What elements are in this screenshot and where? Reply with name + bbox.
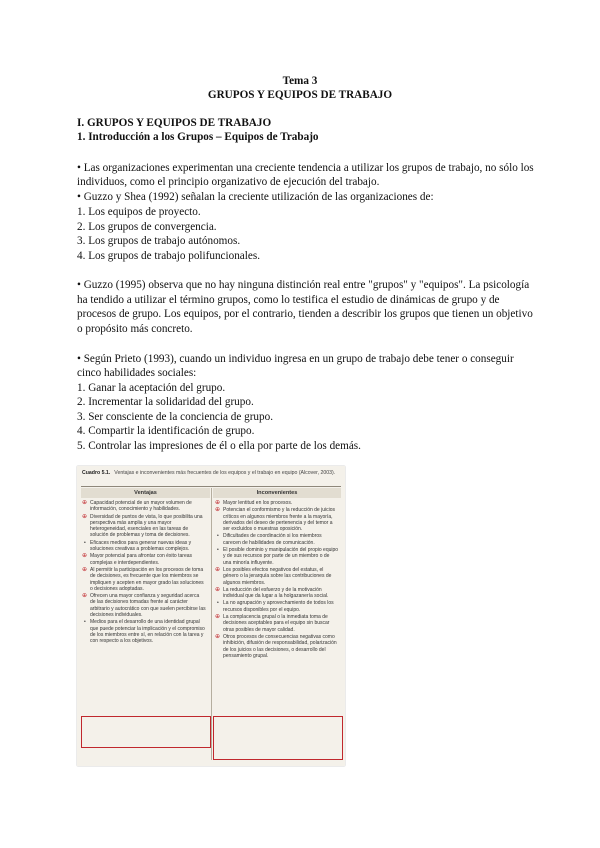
table-caption-text: Ventajas e inconvenientes más frecuentes de los equipos y el trabajo en equipo (Alcover, 2003). — [114, 470, 336, 476]
inconvenientes-header: Inconvenientes — [213, 488, 341, 498]
paragraph-line: • Según Prieto (1993), cuando un individuo ingresa en un grupo de trabajo debe tener o conseguir — [77, 353, 514, 365]
table-caption — [82, 470, 340, 477]
ventaja-item: • Eficaces medios para generar nuevas ideas y soluciones creativas a problemas complejos. — [82, 540, 206, 553]
ventaja-item: ⊕ Diversidad de puntos de vista, lo que posibilita una perspectiva más amplia y una mayor heterogeneidad, esenciales en las tareas de solución de problemas y toma de decisiones. — [82, 514, 206, 539]
inconveniente-item: ⊕ Potencian el conformismo y la reducción de juicios críticos en algunos miembros frente a la mayoría, derivados del deseo de pertenencia y del temor a ser excluidos o muestras oposición. — [215, 507, 339, 532]
paragraph-line: • Las organizaciones experimentan una creciente tendencia a utilizar los grupos de trabajo, no sólo los — [77, 162, 534, 174]
inconveniente-item: ⊕ Los posibles efectos negativos del estatus, el género o la jerarquía sobre las contribuciones de algunos miembros. — [215, 567, 339, 586]
list-item: 4. Los grupos de trabajo polifuncionales. — [77, 250, 260, 262]
section-heading: I. GRUPOS Y EQUIPOS DE TRABAJO — [77, 117, 272, 129]
list-item: 5. Controlar las impresiones de él o ella por parte de los demás. — [77, 440, 361, 452]
paragraph-line: ha tendido a utilizar el término grupos, como lo testifica el estudio de dinámicas de grupo y de — [77, 294, 500, 306]
list-item: 4. Compartir la identificación de grupo. — [77, 425, 255, 437]
ventaja-item: ⊕ Mayor potencial para afrontar con éxito tareas complejas e interdependientes. — [82, 553, 206, 566]
paragraph-line: o propósito más concreto. — [77, 323, 193, 335]
paragraph-line: cinco habilidades sociales: — [77, 367, 197, 379]
inconveniente-item: ⊕ Mayor lentitud en los procesos. — [215, 500, 339, 506]
ventajas-header: Ventajas — [81, 488, 210, 498]
red-annotation-box — [81, 716, 211, 748]
list-item: 1. Ganar la aceptación del grupo. — [77, 382, 226, 394]
table-image — [77, 466, 345, 766]
inconveniente-item: • El posible dominio y manipulación del propio equipo y de sus recursos por parte de un miembro o de una minoría influyente. — [215, 547, 339, 566]
ventajas-column — [82, 500, 206, 646]
column-divider — [211, 488, 212, 760]
paragraph-line: procesos de grupo. Los equipos, por el contrario, tienden a describir los grupos que tienen un objetivo — [77, 308, 533, 320]
red-annotation-box — [213, 716, 343, 760]
inconveniente-item: ⊕ La reducción del esfuerzo y de la motivación individual que da lugar a la holgazanería social. — [215, 587, 339, 600]
list-item: 1. Los equipos de proyecto. — [77, 206, 201, 218]
ventaja-item: ⊕ Ofrecen una mayor confianza y seguridad acerca de las decisiones tomadas frente al carácter arbitrario y autocrático con que suelen percibirse las decisiones individuales. — [82, 593, 206, 618]
inconveniente-item: ⊕ La complacencia grupal o la inmediata toma de decisiones aceptables para el equipo sin buscar otras posibles de mayor calidad. — [215, 614, 339, 633]
table-caption-label: Cuadro 5.1. — [82, 470, 111, 476]
topic-label: Tema 3 — [282, 75, 318, 87]
ventaja-item: ⊕ Al permitir la participación en los procesos de toma de decisiones, es frecuente que los miembros se impliquen y acepten en mayor grado las soluciones o decisiones adoptadas. — [82, 567, 206, 592]
inconveniente-item: • La no agrupación y aprovechamiento de todos los recursos disponibles por el equipo. — [215, 600, 339, 613]
section-subheading: 1. Introducción a los Grupos – Equipos de Trabajo — [77, 131, 319, 143]
paragraph-line: • Guzzo (1995) observa que no hay ninguna distinción real entre "grupos" y "equipos". La psicología — [77, 279, 530, 291]
list-item: 3. Los grupos de trabajo autónomos. — [77, 235, 241, 247]
page-title: GRUPOS Y EQUIPOS DE TRABAJO — [207, 89, 393, 101]
paragraph-line: individuos, como el principio organizativo de ejecución del trabajo. — [77, 176, 380, 188]
list-item: 2. Incrementar la solidaridad del grupo. — [77, 396, 254, 408]
inconveniente-item: ⊕ Otros procesos de consecuencias negativas como inhibición, difusión de responsabilidad, polarización de los juicios o las decisiones, o desarrollo del pensamiento grupal. — [215, 634, 339, 659]
table-rule — [81, 486, 341, 487]
inconveniente-item: • Dificultades de coordinación si los miembros carecen de habilidades de comunicación. — [215, 533, 339, 546]
ventaja-item: • Medios para el desarrollo de una identidad grupal que puede potenciar la implicación y el compromiso de los miembros entre sí, en relación con la tarea y con respecto a los objetivos. — [82, 619, 206, 644]
ventaja-item: ⊕ Capacidad potencial de un mayor volumen de información, conocimiento y habilidades. — [82, 500, 206, 513]
paragraph-line: • Guzzo y Shea (1992) señalan la creciente utilización de las organizaciones de: — [77, 191, 434, 203]
list-item: 3. Ser consciente de la conciencia de grupo. — [77, 411, 274, 423]
inconvenientes-column — [215, 500, 339, 660]
list-item: 2. Los grupos de convergencia. — [77, 221, 217, 233]
